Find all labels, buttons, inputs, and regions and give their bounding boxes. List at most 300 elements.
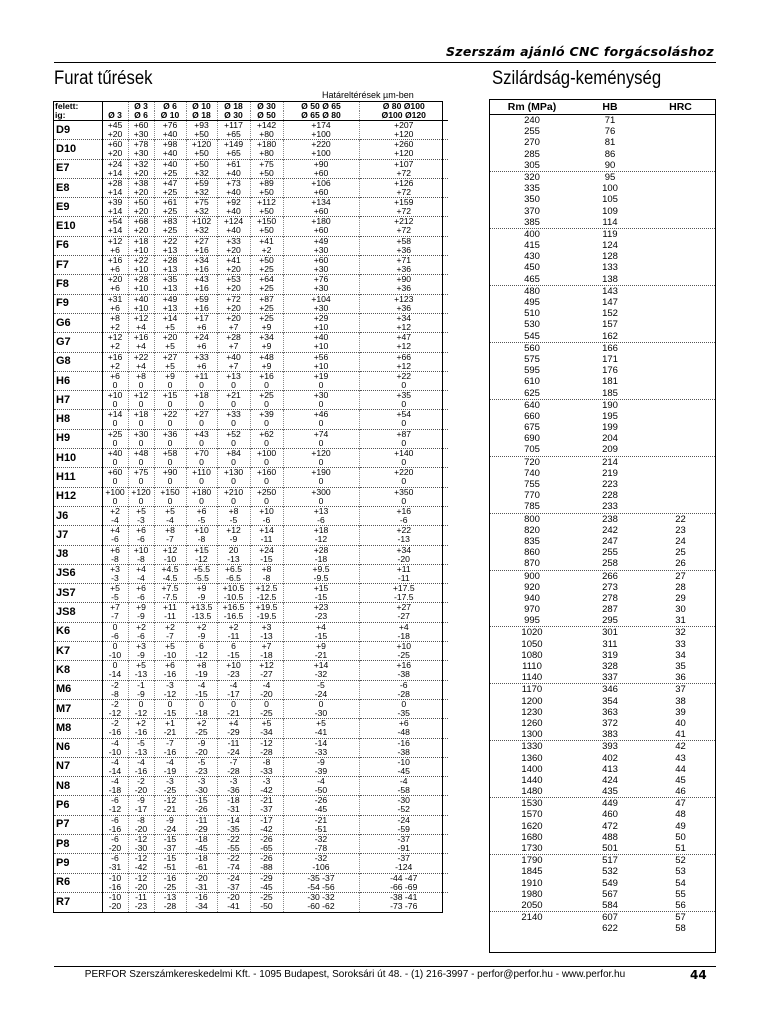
footer-text: PERFOR Szerszámkereskedelmi Kft. - 1095 Budapest, Soroksári út 48. - (1) 216-3997 - perfor@perfor.hu - www.perfor.hu xyxy=(84,969,626,980)
tolerance-cell xyxy=(102,159,128,178)
tolerance-cell xyxy=(250,545,283,564)
tolerance-cell xyxy=(128,178,154,197)
hardness-row xyxy=(490,729,715,740)
tolerance-row xyxy=(54,622,448,641)
tolerance-class: JS8 xyxy=(54,603,102,622)
lower-deviation: -3 xyxy=(111,572,119,583)
upper-deviation: +52 xyxy=(226,429,241,439)
lower-deviation: -25 xyxy=(163,881,177,892)
upper-deviation: +190 xyxy=(311,467,331,478)
tolerance-class: P8 xyxy=(54,834,102,853)
lower-deviation: +40 xyxy=(226,206,241,217)
tolerance-class: P9 xyxy=(54,854,102,873)
tolerance-cell xyxy=(359,796,448,815)
upper-deviation: +120 xyxy=(131,487,151,497)
tolerance-cell xyxy=(154,584,186,603)
upper-deviation: +21 xyxy=(226,390,241,401)
tolerance-cell xyxy=(154,294,186,313)
tolerance-cell xyxy=(102,892,128,911)
tolerance-cell xyxy=(217,699,250,718)
upper-deviation: +180 xyxy=(311,216,331,227)
upper-deviation: +34 xyxy=(194,255,209,266)
upper-deviation: -32 xyxy=(314,853,328,864)
upper-deviation: +4 xyxy=(316,622,326,632)
upper-deviation: -5 xyxy=(197,757,206,767)
lower-deviation: -12.5 xyxy=(256,592,277,603)
tolerance-cell xyxy=(250,506,283,525)
upper-deviation: +12 xyxy=(226,525,241,536)
lower-deviation: +40 xyxy=(162,129,178,139)
lower-deviation: -20 xyxy=(134,881,148,892)
lower-deviation: +7 xyxy=(228,321,239,332)
hardness-row xyxy=(490,832,715,843)
hrc-value: 24 xyxy=(675,535,686,547)
upper-deviation: +58 xyxy=(162,448,178,459)
hardness-row xyxy=(490,115,715,126)
rm-value: 545 xyxy=(524,330,540,342)
tolerance-class: G6 xyxy=(54,313,102,332)
lower-deviation: +50 xyxy=(194,129,209,139)
lower-deviation: +30 xyxy=(133,148,149,159)
tolerance-cell xyxy=(217,140,250,159)
lower-deviation: -42 xyxy=(260,823,273,834)
hrc-value xyxy=(646,217,715,228)
lower-deviation: -51 xyxy=(163,862,177,873)
hb-value: 383 xyxy=(602,729,618,741)
tolerance-cell xyxy=(359,352,448,371)
upper-deviation: -8 xyxy=(137,815,145,825)
lower-deviation: 0 xyxy=(264,495,269,506)
hrc-value: 38 xyxy=(675,695,686,707)
upper-deviation: +20 xyxy=(107,274,123,285)
hardness-group xyxy=(490,400,715,457)
tolerance-cell xyxy=(217,236,250,255)
upper-deviation: +47 xyxy=(396,332,412,343)
lower-deviation: 0 xyxy=(401,476,407,487)
upper-deviation: +174 xyxy=(311,120,331,130)
upper-deviation: +2 xyxy=(228,622,239,632)
lower-deviation: -12 xyxy=(134,707,148,718)
hb-value: 81 xyxy=(604,137,616,149)
tolerance-cell xyxy=(283,468,359,487)
tolerance-cell xyxy=(359,680,448,699)
lower-deviation: -7 xyxy=(166,630,174,641)
hb-value: 413 xyxy=(602,763,618,775)
lower-deviation: -41 xyxy=(227,900,240,911)
lower-deviation: +40 xyxy=(226,225,241,236)
tolerance-cell xyxy=(283,410,359,429)
upper-deviation: -6 xyxy=(399,680,408,690)
hardness-row xyxy=(490,240,715,251)
lower-deviation: +50 xyxy=(259,167,274,178)
lower-deviation: +13 xyxy=(162,302,178,313)
rm-value: 1570 xyxy=(521,809,543,821)
tolerance-row xyxy=(54,468,448,487)
lower-deviation: -26 xyxy=(195,804,208,815)
hrc-value: 43 xyxy=(675,752,686,764)
tolerance-row xyxy=(54,275,448,294)
upper-deviation: +123 xyxy=(394,294,414,304)
lower-deviation: -6 xyxy=(137,630,145,641)
hardness-row xyxy=(490,343,715,354)
hardness-row xyxy=(490,217,715,228)
tolerance-cell xyxy=(250,854,283,873)
tolerance-cell xyxy=(102,352,128,371)
tolerance-class: G8 xyxy=(54,352,102,371)
hardness-row xyxy=(490,274,715,285)
tolerance-row xyxy=(54,892,448,911)
tolerance-cell xyxy=(154,217,186,236)
rm-value: 770 xyxy=(524,490,540,502)
lower-deviation: +80 xyxy=(259,129,274,139)
lower-deviation: -33 xyxy=(314,746,328,757)
lower-deviation: +12 xyxy=(396,321,412,332)
lower-deviation: -65 xyxy=(260,842,273,853)
upper-deviation: +59 xyxy=(194,178,209,188)
hb-value: 195 xyxy=(602,410,618,422)
lower-deviation: 0 xyxy=(231,418,236,429)
lower-deviation: 0 xyxy=(231,399,236,410)
lower-deviation: -9 xyxy=(197,630,206,641)
hrc-value: 49 xyxy=(675,820,686,832)
upper-deviation: +5 xyxy=(110,583,120,594)
lower-deviation: 0 xyxy=(138,399,144,410)
upper-deviation: -15 xyxy=(163,853,177,864)
lower-deviation: +6 xyxy=(110,302,120,313)
hrc-value: 44 xyxy=(675,763,686,775)
upper-deviation: +60 xyxy=(133,120,149,130)
upper-deviation: +50 xyxy=(133,197,149,208)
col-to: Ø 3 xyxy=(102,111,128,121)
rm-value: 1020 xyxy=(521,627,543,639)
hb-value: 228 xyxy=(602,490,618,502)
hb-value: 204 xyxy=(602,433,618,445)
tolerance-cell xyxy=(250,661,283,680)
upper-deviation: -9 xyxy=(197,738,206,748)
lower-deviation: -13 xyxy=(260,630,273,641)
tolerance-cell xyxy=(217,777,250,796)
upper-deviation: +56 xyxy=(313,352,329,362)
tolerance-cell xyxy=(128,506,154,525)
lower-deviation: +25 xyxy=(162,167,178,178)
lower-deviation: -106 xyxy=(312,862,330,873)
tolerance-cell xyxy=(250,178,283,197)
lower-deviation: +10 xyxy=(313,321,329,332)
upper-deviation: +29 xyxy=(313,313,329,323)
upper-deviation: +40 xyxy=(162,159,178,169)
upper-deviation: +84 xyxy=(226,448,241,459)
hb-value: 301 xyxy=(602,627,618,639)
lower-deviation: +16 xyxy=(194,244,209,255)
hrc-value xyxy=(646,479,715,490)
hardness-row xyxy=(490,775,715,786)
col-to: Ø 50 xyxy=(250,111,283,121)
hb-value: 424 xyxy=(602,774,618,786)
lower-deviation: -8 xyxy=(111,688,119,699)
tolerance-cell xyxy=(128,294,154,313)
upper-deviation: +28 xyxy=(162,255,178,266)
upper-deviation: +106 xyxy=(311,178,331,188)
tolerance-cell xyxy=(186,873,217,892)
hardness-group xyxy=(490,798,715,855)
upper-deviation: +53 xyxy=(226,274,241,285)
lower-deviation: -13.5 xyxy=(191,611,212,622)
upper-deviation: +210 xyxy=(223,487,244,497)
tolerance-cell xyxy=(217,854,250,873)
tolerance-cell xyxy=(217,468,250,487)
hb-value: 449 xyxy=(602,798,618,810)
tolerance-cell xyxy=(250,738,283,757)
tolerance-class: F7 xyxy=(54,256,102,275)
lower-deviation: -6 xyxy=(399,514,408,525)
hrc-value: 22 xyxy=(675,513,686,525)
tolerance-row xyxy=(54,429,448,448)
lower-deviation: +120 xyxy=(394,148,414,159)
hardness-row xyxy=(490,866,715,877)
tolerance-cell xyxy=(217,738,250,757)
hardness-row xyxy=(490,468,715,479)
tolerance-cell xyxy=(186,217,217,236)
lower-deviation: 0 xyxy=(199,399,204,410)
tolerance-cell xyxy=(186,796,217,815)
tolerance-class: K6 xyxy=(54,622,102,641)
lower-deviation: +30 xyxy=(133,129,149,139)
hardness-row xyxy=(490,411,715,422)
upper-deviation: +9 xyxy=(165,371,175,381)
lower-deviation: -12 xyxy=(314,534,328,545)
rm-value: 940 xyxy=(524,592,540,604)
lower-deviation: -12 xyxy=(108,707,122,718)
tolerance-cell xyxy=(186,719,217,738)
tolerance-cell xyxy=(283,622,359,641)
hardness-row xyxy=(490,514,715,525)
lower-deviation: -21 xyxy=(163,804,177,815)
lower-deviation: 0 xyxy=(167,437,173,448)
hrc-value xyxy=(646,251,715,262)
tolerance-cell xyxy=(102,854,128,873)
header-rule xyxy=(54,62,716,63)
upper-deviation: -7 xyxy=(166,738,174,748)
hardness-row xyxy=(490,923,715,934)
hrc-value: 41 xyxy=(675,729,686,741)
upper-deviation: +107 xyxy=(394,159,414,169)
upper-deviation: +126 xyxy=(394,178,414,188)
tolerance-cell xyxy=(186,564,217,583)
tolerance-cell xyxy=(186,642,217,661)
upper-deviation: +6 xyxy=(196,506,207,516)
tolerance-cell xyxy=(359,584,448,603)
hardness-group xyxy=(490,741,715,798)
lower-deviation: -38 xyxy=(397,746,410,757)
tolerance-cell xyxy=(128,777,154,796)
hb-value: 105 xyxy=(602,194,618,206)
lower-deviation: -42 xyxy=(260,785,273,796)
hb-value: 147 xyxy=(602,297,618,308)
lower-deviation: -10 xyxy=(163,650,177,661)
rm-value: 2140 xyxy=(521,912,543,924)
lower-deviation: 0 xyxy=(231,495,236,506)
lower-deviation: -9 xyxy=(229,534,238,545)
lower-deviation: +50 xyxy=(259,186,274,197)
upper-deviation: +90 xyxy=(396,274,412,285)
lower-deviation: -25 xyxy=(397,650,410,661)
tolerance-row xyxy=(54,680,448,699)
tolerance-cell xyxy=(250,873,283,892)
upper-deviation: +100 xyxy=(256,448,277,459)
upper-deviation: +35 xyxy=(162,274,178,285)
upper-deviation: +22 xyxy=(162,236,178,246)
col-to: Ø 30 xyxy=(217,111,250,121)
hardness-row xyxy=(490,354,715,365)
tolerance-cell xyxy=(283,777,359,796)
upper-deviation: +54 xyxy=(396,409,412,420)
lower-deviation: +100 xyxy=(311,148,331,159)
lower-deviation: -21 xyxy=(163,727,177,738)
lower-deviation: +6 xyxy=(110,264,120,275)
upper-deviation: +180 xyxy=(191,487,212,497)
hrc-value: 29 xyxy=(675,592,686,604)
tolerance-cell xyxy=(283,854,359,873)
lower-deviation: -6.5 xyxy=(226,572,241,583)
lower-deviation: +20 xyxy=(226,244,241,255)
tolerance-cell xyxy=(102,719,128,738)
upper-deviation: +14 xyxy=(107,409,123,420)
upper-deviation: +33 xyxy=(194,352,209,362)
tolerance-cell xyxy=(359,815,448,834)
tolerance-cell xyxy=(217,834,250,853)
lower-deviation: -18 xyxy=(195,707,208,718)
tolerance-cell xyxy=(154,178,186,197)
tolerance-cell xyxy=(359,236,448,255)
upper-deviation: +90 xyxy=(162,467,178,478)
hrc-value: 57 xyxy=(675,912,686,924)
lower-deviation: -66 -69 xyxy=(390,881,418,892)
tolerance-cell xyxy=(359,738,448,757)
hrc-value xyxy=(646,274,715,285)
upper-deviation: +120 xyxy=(191,139,212,150)
lower-deviation: -9 xyxy=(197,592,206,603)
tolerance-row xyxy=(54,121,448,140)
lower-deviation: 0 xyxy=(401,495,407,506)
hardness-row xyxy=(490,615,715,626)
tolerance-cell xyxy=(217,564,250,583)
upper-deviation: +28 xyxy=(313,545,329,555)
hb-value: 517 xyxy=(602,855,618,867)
tolerance-cell xyxy=(186,236,217,255)
lower-deviation: +25 xyxy=(162,206,178,217)
upper-deviation: -21 xyxy=(314,815,328,825)
hrc-value xyxy=(646,115,715,126)
tolerance-cell xyxy=(102,333,128,352)
tolerance-row xyxy=(54,178,448,197)
tolerance-cell xyxy=(217,217,250,236)
lower-deviation: -16.5 xyxy=(223,611,244,622)
hrc-value xyxy=(646,297,715,308)
hardness-row xyxy=(490,183,715,194)
tolerance-cell xyxy=(283,796,359,815)
tolerance-class: E9 xyxy=(54,198,102,217)
hrc-value: 45 xyxy=(675,774,686,786)
hb-value: 162 xyxy=(602,330,618,342)
tolerance-cell xyxy=(186,294,217,313)
upper-deviation: +11 xyxy=(163,602,177,613)
upper-deviation: 6 xyxy=(199,641,204,652)
upper-deviation: -8 xyxy=(262,757,271,767)
tolerance-cell xyxy=(359,603,448,622)
upper-deviation: +110 xyxy=(192,467,211,478)
tolerance-cell xyxy=(154,680,186,699)
head-felett: felett: xyxy=(54,102,102,111)
rm-value: 1845 xyxy=(521,866,543,878)
tolerance-cell xyxy=(154,854,186,873)
lower-deviation: -18 xyxy=(314,553,328,564)
lower-deviation: -16 xyxy=(163,669,177,680)
tolerance-cell xyxy=(217,294,250,313)
lower-deviation: 0 xyxy=(199,437,204,448)
tolerance-cell xyxy=(283,140,359,159)
lower-deviation: 0 xyxy=(167,399,173,410)
tolerance-row xyxy=(54,198,448,217)
tolerance-cell xyxy=(154,140,186,159)
hardness-row xyxy=(490,900,715,911)
tolerance-cell xyxy=(154,796,186,815)
lower-deviation: -36 xyxy=(227,785,240,796)
upper-deviation: -12 xyxy=(163,795,177,806)
tolerance-cell xyxy=(128,642,154,661)
tolerance-cell xyxy=(217,313,250,332)
hb-value: 622 xyxy=(602,923,618,935)
upper-deviation: -4 xyxy=(317,776,325,787)
hb-value: 549 xyxy=(602,877,618,889)
upper-deviation: +39 xyxy=(259,409,274,420)
upper-deviation: +72 xyxy=(226,294,241,304)
tolerance-cell xyxy=(283,121,359,140)
upper-deviation: +22 xyxy=(133,255,149,266)
lower-deviation: +25 xyxy=(259,264,274,275)
tolerance-cell xyxy=(186,449,217,468)
tolerance-cell xyxy=(186,854,217,873)
tolerance-cell xyxy=(359,545,448,564)
tolerance-class: H10 xyxy=(54,449,102,468)
upper-deviation: +50 xyxy=(259,255,274,266)
lower-deviation: -14 xyxy=(108,765,122,776)
tolerance-cell xyxy=(102,275,128,294)
lower-deviation: +10 xyxy=(133,264,149,275)
upper-deviation: +58 xyxy=(396,236,412,246)
upper-deviation: 0 xyxy=(112,622,118,632)
upper-deviation: +75 xyxy=(259,159,274,169)
lower-deviation: +65 xyxy=(226,129,241,139)
lower-deviation: +5 xyxy=(165,341,175,352)
lower-deviation: +14 xyxy=(107,186,123,197)
hrc-value xyxy=(646,411,715,422)
tolerance-cell xyxy=(128,545,154,564)
lower-deviation: -17 xyxy=(134,804,148,815)
lower-deviation: +10 xyxy=(133,244,149,255)
tolerance-cell xyxy=(128,313,154,332)
hrc-value xyxy=(646,354,715,365)
upper-deviation: +61 xyxy=(162,197,178,208)
lower-deviation: +6 xyxy=(110,244,120,255)
hrc-value xyxy=(646,160,715,171)
tolerance-cell xyxy=(250,584,283,603)
tolerance-class: K7 xyxy=(54,642,102,661)
tolerance-cell xyxy=(154,545,186,564)
tolerance-cell xyxy=(359,121,448,140)
tolerance-cell xyxy=(102,526,128,545)
tolerance-cell xyxy=(283,892,359,911)
tolerance-cell xyxy=(128,429,154,448)
